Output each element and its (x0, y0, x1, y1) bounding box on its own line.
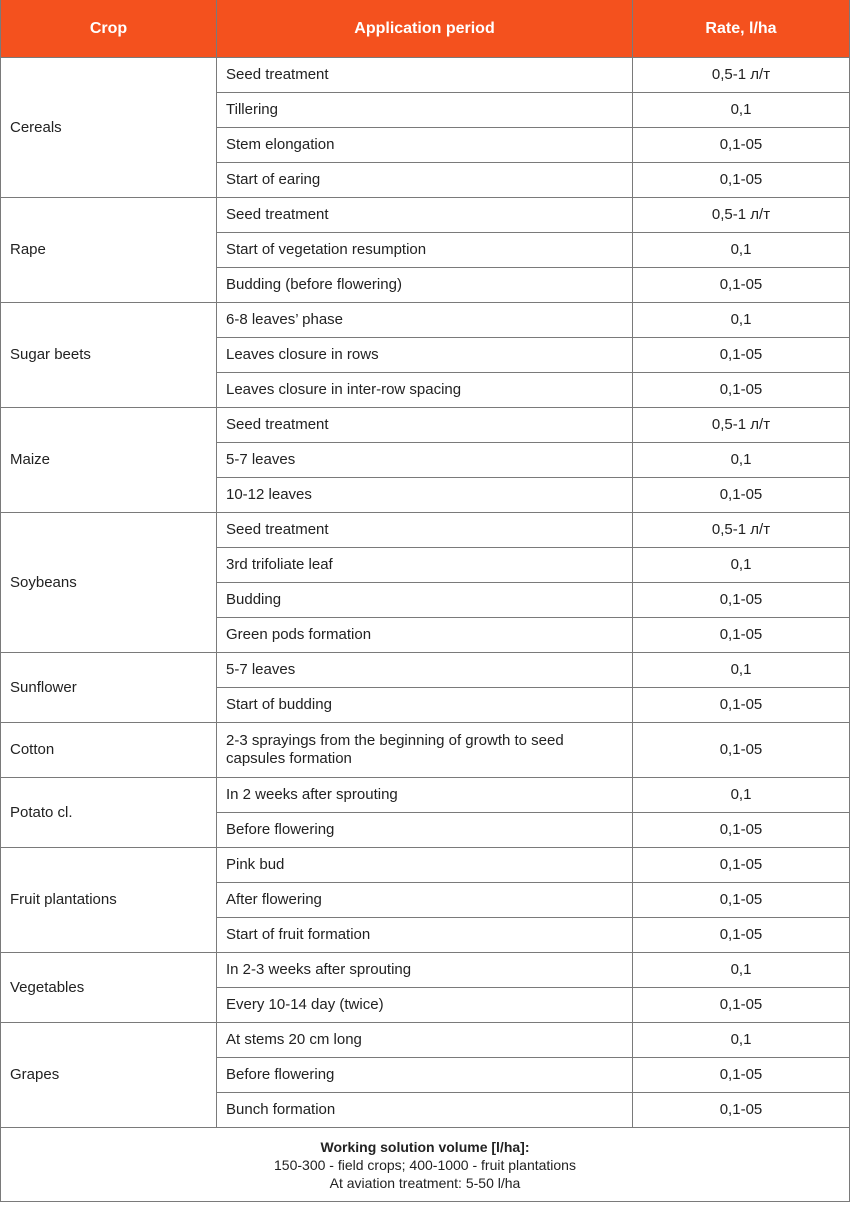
rate-cell: 0,5-1 л/т (633, 198, 850, 233)
application-period-cell: 3rd trifoliate leaf (217, 548, 633, 583)
application-period-cell: Bunch formation (217, 1093, 633, 1128)
application-period-cell: Green pods formation (217, 618, 633, 653)
application-period-cell: Stem elongation (217, 128, 633, 163)
application-period-cell: 10-12 leaves (217, 478, 633, 513)
application-period-cell: Before flowering (217, 1058, 633, 1093)
crop-cell: Rape (1, 198, 217, 303)
table-row (1, 303, 850, 338)
application-period-cell: Tillering (217, 93, 633, 128)
rate-cell: 0,1-05 (633, 723, 850, 778)
table-row (1, 513, 850, 548)
rate-cell: 0,1-05 (633, 813, 850, 848)
rate-cell: 0,1-05 (633, 883, 850, 918)
rate-cell: 0,1-05 (633, 618, 850, 653)
rate-cell: 0,1-05 (633, 478, 850, 513)
rate-cell: 0,1-05 (633, 1093, 850, 1128)
crop-cell: Fruit plantations (1, 848, 217, 953)
table-row (1, 653, 850, 688)
rate-cell: 0,5-1 л/т (633, 513, 850, 548)
rate-cell: 0,1 (633, 953, 850, 988)
rate-cell: 0,1 (633, 1023, 850, 1058)
table-row (1, 778, 850, 813)
application-period-cell: Start of budding (217, 688, 633, 723)
rate-cell: 0,1 (633, 778, 850, 813)
application-period-cell: Pink bud (217, 848, 633, 883)
crop-cell: Cereals (1, 58, 217, 198)
rate-cell: 0,1-05 (633, 1058, 850, 1093)
application-period-cell: Budding (before flowering) (217, 268, 633, 303)
table-row (1, 198, 850, 233)
header-application-period: Application period (217, 0, 633, 58)
application-period-cell: In 2-3 weeks after sprouting (217, 953, 633, 988)
working-solution-line-2: At aviation treatment: 5-50 l/ha (329, 1174, 521, 1191)
rate-cell: 0,1 (633, 93, 850, 128)
application-period-cell: Seed treatment (217, 513, 633, 548)
rate-cell: 0,5-1 л/т (633, 58, 850, 93)
working-solution-note (1, 1128, 850, 1202)
crop-cell: Cotton (1, 723, 217, 778)
table-row (1, 58, 850, 93)
application-period-cell: Start of earing (217, 163, 633, 198)
application-period-cell: 2-3 sprayings from the beginning of growth to seed capsules formation (217, 723, 633, 778)
crop-cell: Potato cl. (1, 778, 217, 848)
table-row (1, 1023, 850, 1058)
crop-cell: Soybeans (1, 513, 217, 653)
table-row (1, 848, 850, 883)
rate-cell: 0,1-05 (633, 918, 850, 953)
table-row (1, 953, 850, 988)
rate-cell: 0,1-05 (633, 268, 850, 303)
crop-cell: Maize (1, 408, 217, 513)
rate-cell: 0,1-05 (633, 848, 850, 883)
application-period-cell: Every 10-14 day (twice) (217, 988, 633, 1023)
application-period-cell: Seed treatment (217, 408, 633, 443)
application-period-cell: After flowering (217, 883, 633, 918)
rate-cell: 0,1 (633, 653, 850, 688)
application-period-cell: Seed treatment (217, 58, 633, 93)
crop-cell: Sugar beets (1, 303, 217, 408)
rate-cell: 0,1-05 (633, 338, 850, 373)
application-period-cell: In 2 weeks after sprouting (217, 778, 633, 813)
crop-cell: Sunflower (1, 653, 217, 723)
header-rate: Rate, l/ha (633, 0, 850, 58)
working-solution-line-1: 150-300 - field crops; 400-1000 - fruit plantations (274, 1156, 576, 1173)
application-period-cell: Leaves closure in rows (217, 338, 633, 373)
application-period-cell: Before flowering (217, 813, 633, 848)
application-period-cell: Leaves closure in inter-row spacing (217, 373, 633, 408)
application-period-cell: 5-7 leaves (217, 653, 633, 688)
rate-cell: 0,1 (633, 548, 850, 583)
application-period-cell: 6-8 leaves’ phase (217, 303, 633, 338)
rate-cell: 0,1-05 (633, 688, 850, 723)
crop-cell: Vegetables (1, 953, 217, 1023)
table-body (1, 58, 850, 1128)
rate-cell: 0,5-1 л/т (633, 408, 850, 443)
application-period-cell: Budding (217, 583, 633, 618)
rate-cell: 0,1 (633, 233, 850, 268)
table-row (1, 408, 850, 443)
rate-cell: 0,1 (633, 303, 850, 338)
header-row (1, 0, 850, 58)
rate-cell: 0,1-05 (633, 583, 850, 618)
application-period-cell: At stems 20 cm long (217, 1023, 633, 1058)
application-period-cell: 5-7 leaves (217, 443, 633, 478)
application-period-cell: Start of vegetation resumption (217, 233, 633, 268)
rate-cell: 0,1-05 (633, 163, 850, 198)
working-solution-title: Working solution volume [l/ha]: (320, 1138, 530, 1155)
crop-cell: Grapes (1, 1023, 217, 1128)
rate-cell: 0,1 (633, 443, 850, 478)
rate-cell: 0,1-05 (633, 373, 850, 408)
application-period-cell: Start of fruit formation (217, 918, 633, 953)
rate-cell: 0,1-05 (633, 988, 850, 1023)
application-period-cell: Seed treatment (217, 198, 633, 233)
table-row (1, 723, 850, 778)
rate-cell: 0,1-05 (633, 128, 850, 163)
header-crop: Crop (1, 0, 217, 58)
footer-row (1, 1128, 850, 1202)
